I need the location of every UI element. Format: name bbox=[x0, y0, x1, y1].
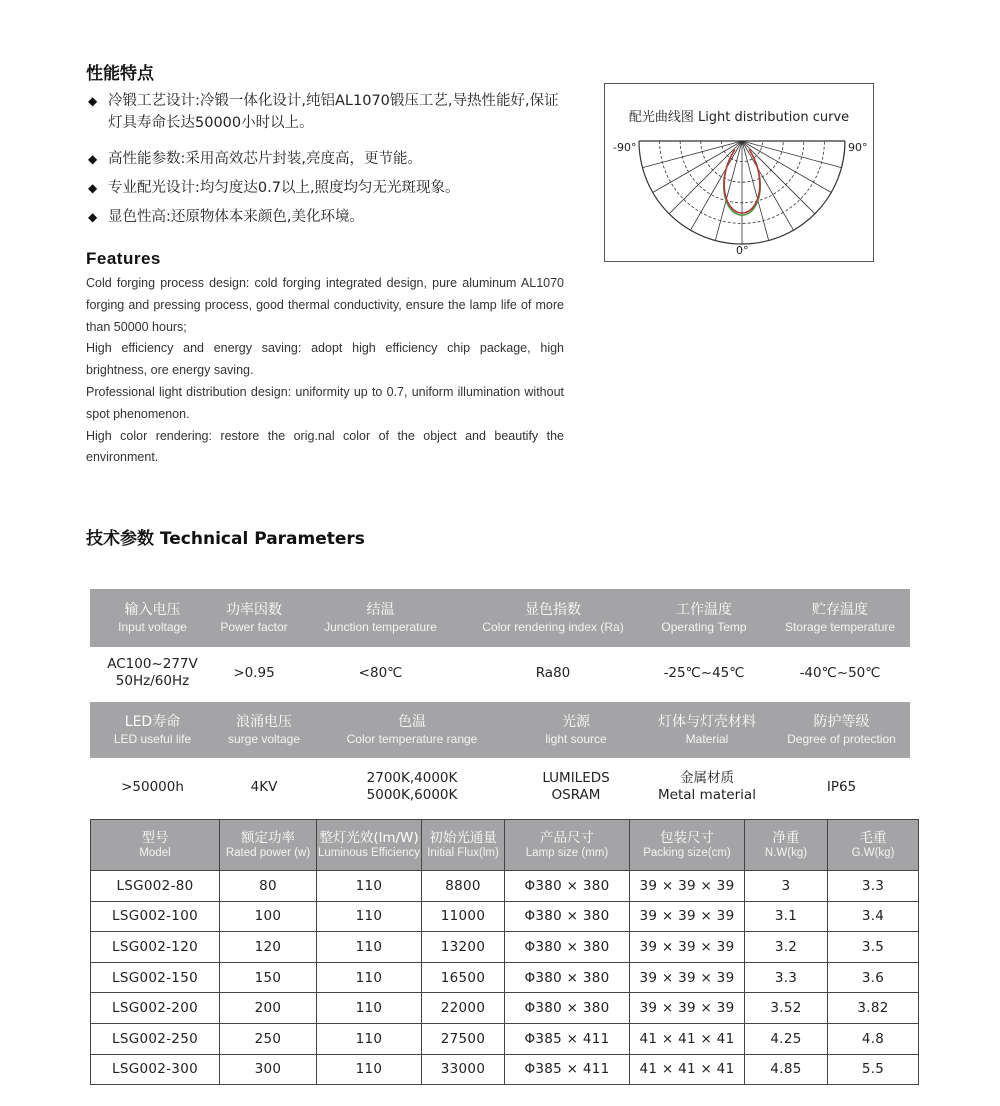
flux-cell: 16500 bbox=[422, 962, 505, 993]
table-value-row bbox=[90, 758, 910, 816]
header-cn: 型号 bbox=[141, 829, 169, 846]
rated-power-cell: 80 bbox=[220, 871, 317, 902]
value-cell bbox=[638, 647, 770, 699]
packing-size-cell: 39 × 39 × 39 bbox=[630, 932, 745, 963]
header-en: Packing size(cm) bbox=[643, 846, 731, 859]
features-cn-item bbox=[86, 90, 566, 134]
diamond-bullet-icon: ◆ bbox=[88, 94, 98, 108]
value-cell bbox=[215, 758, 313, 816]
header-cn: 结温 bbox=[366, 602, 395, 618]
value-cell bbox=[773, 758, 910, 816]
features-cn-item bbox=[86, 206, 566, 228]
rated-power-cell: 120 bbox=[220, 932, 317, 963]
header-cell bbox=[770, 589, 910, 647]
header-cell bbox=[90, 589, 215, 647]
lamp-size-cell: Φ380 × 380 bbox=[505, 962, 630, 993]
table-header-row bbox=[90, 702, 910, 758]
value-line: >0.95 bbox=[233, 664, 275, 681]
efficiency-cell: 110 bbox=[317, 932, 422, 963]
header-en: Storage temperature bbox=[784, 620, 896, 634]
header-en: Power factor bbox=[220, 620, 288, 634]
flux-cell: 27500 bbox=[422, 1023, 505, 1054]
header-en: light source bbox=[545, 732, 607, 746]
gross-weight-cell: 3.5 bbox=[828, 932, 919, 963]
header-cn: 功率因数 bbox=[226, 602, 282, 618]
flux-cell: 11000 bbox=[422, 901, 505, 932]
header-en: LED useful life bbox=[113, 732, 192, 746]
header-en: Color rendering index (Ra) bbox=[482, 620, 624, 634]
header-cn: 光源 bbox=[562, 714, 590, 730]
light-params-table bbox=[90, 702, 910, 816]
rated-power-cell: 150 bbox=[220, 962, 317, 993]
flux-cell: 8800 bbox=[422, 871, 505, 902]
rated-power-cell: 300 bbox=[220, 1054, 317, 1085]
features-cn-item bbox=[86, 177, 566, 199]
model-spec-table bbox=[90, 819, 919, 1085]
header-en: Initial Flux(lm) bbox=[427, 846, 499, 859]
features-cn-title: 性能特点 bbox=[86, 64, 154, 84]
features-en-paragraph: Professional light distribution design: uniformity up to 0.7, uniform illumination without spot phenomenon. bbox=[86, 384, 564, 421]
right-angle-label: 90° bbox=[848, 141, 868, 154]
model-cell: LSG002-250 bbox=[91, 1023, 220, 1054]
value-cell bbox=[313, 758, 511, 816]
header-en: Rated power (w) bbox=[225, 846, 311, 859]
rated-power-cell: 200 bbox=[220, 993, 317, 1024]
net-weight-cell: 3.2 bbox=[745, 932, 828, 963]
bottom-angle-label: 0° bbox=[736, 244, 749, 257]
header-cell bbox=[317, 820, 422, 871]
diamond-bullet-icon: ◆ bbox=[88, 210, 98, 224]
header-cn: 显色指数 bbox=[525, 602, 581, 618]
header-cell bbox=[313, 702, 511, 758]
header-cn: 产品尺寸 bbox=[540, 829, 594, 846]
value-cell bbox=[215, 647, 293, 699]
value-cell bbox=[90, 647, 215, 699]
value-line: -25℃~45℃ bbox=[663, 664, 745, 681]
header-cell bbox=[511, 702, 641, 758]
value-line: Ra80 bbox=[535, 664, 571, 681]
gross-weight-cell: 3.3 bbox=[828, 871, 919, 902]
value-line: >50000h bbox=[121, 778, 184, 795]
light-distribution-panel bbox=[604, 83, 874, 262]
lamp-size-cell: Φ380 × 380 bbox=[505, 993, 630, 1024]
model-cell: LSG002-120 bbox=[91, 932, 220, 963]
efficiency-cell: 110 bbox=[317, 1054, 422, 1085]
net-weight-cell: 3 bbox=[745, 871, 828, 902]
net-weight-cell: 3.3 bbox=[745, 962, 828, 993]
gross-weight-cell: 3.4 bbox=[828, 901, 919, 932]
packing-size-cell: 39 × 39 × 39 bbox=[630, 871, 745, 902]
table-row bbox=[91, 871, 919, 902]
header-en: N.W(kg) bbox=[764, 846, 808, 859]
lamp-size-cell: Φ385 × 411 bbox=[505, 1054, 630, 1085]
header-en: Lamp size (mm) bbox=[525, 846, 609, 859]
value-cell bbox=[468, 647, 638, 699]
polar-grid bbox=[639, 141, 845, 244]
net-weight-cell: 4.85 bbox=[745, 1054, 828, 1085]
header-cell bbox=[745, 820, 828, 871]
value-line: 2700K,4000K bbox=[366, 770, 458, 786]
features-en-paragraph: High efficiency and energy saving: adopt high efficiency chip package, high brightness, ore energy saving. bbox=[86, 341, 564, 378]
header-cell bbox=[630, 820, 745, 871]
model-cell: LSG002-100 bbox=[91, 901, 220, 932]
features-en-title: Features bbox=[86, 249, 161, 268]
features-en-body bbox=[86, 273, 564, 469]
tech-params-title: 技术参数 Technical Parameters bbox=[86, 529, 365, 549]
polar-spoke bbox=[653, 141, 742, 193]
table-header-row bbox=[91, 820, 919, 871]
lamp-size-cell: Φ380 × 380 bbox=[505, 871, 630, 902]
value-line: <80℃ bbox=[358, 664, 403, 681]
header-en: Luminous Efficiency bbox=[317, 846, 421, 859]
polar-spoke bbox=[742, 141, 794, 230]
header-cn: 额定功率 bbox=[241, 829, 295, 846]
features-en-paragraph: Cold forging process design: cold forging integrated design, pure aluminum AL1070 forging and pressing process, good thermal conductivity, ensure the lamp life of more than 50000 hours; bbox=[86, 276, 564, 334]
lamp-size-cell: Φ380 × 380 bbox=[505, 932, 630, 963]
header-cn: 净重 bbox=[772, 829, 800, 846]
header-en: Model bbox=[139, 846, 171, 859]
header-cell bbox=[505, 820, 630, 871]
flux-cell: 13200 bbox=[422, 932, 505, 963]
flux-cell: 33000 bbox=[422, 1054, 505, 1085]
value-line: IP65 bbox=[826, 778, 857, 795]
diamond-bullet-icon: ◆ bbox=[88, 181, 98, 195]
value-line: AC100~277V bbox=[107, 656, 198, 672]
features-en-paragraph: High color rendering: restore the orig.nal color of the object and beautify the environment. bbox=[86, 428, 564, 465]
table-row bbox=[91, 962, 919, 993]
net-weight-cell: 3.52 bbox=[745, 993, 828, 1024]
lamp-size-cell: Φ380 × 380 bbox=[505, 901, 630, 932]
table-row bbox=[91, 901, 919, 932]
table-row bbox=[91, 993, 919, 1024]
lamp-size-cell: Φ385 × 411 bbox=[505, 1023, 630, 1054]
electrical-params-table bbox=[90, 589, 910, 699]
header-cn: 色温 bbox=[398, 714, 426, 730]
table-row bbox=[91, 932, 919, 963]
net-weight-cell: 3.1 bbox=[745, 901, 828, 932]
header-cell bbox=[215, 589, 293, 647]
value-line: OSRAM bbox=[551, 787, 601, 803]
gross-weight-cell: 4.8 bbox=[828, 1023, 919, 1054]
light-curve-title: 配光曲线图 Light distribution curve bbox=[628, 110, 850, 125]
table-value-row bbox=[90, 647, 910, 699]
value-line: -40℃~50℃ bbox=[799, 664, 881, 681]
efficiency-cell: 110 bbox=[317, 901, 422, 932]
value-line: Metal material bbox=[658, 787, 756, 803]
polar-spoke bbox=[742, 141, 815, 214]
header-cell bbox=[220, 820, 317, 871]
gross-weight-cell: 3.82 bbox=[828, 993, 919, 1024]
packing-size-cell: 41 × 41 × 41 bbox=[630, 1054, 745, 1085]
packing-size-cell: 39 × 39 × 39 bbox=[630, 993, 745, 1024]
packing-size-cell: 39 × 39 × 39 bbox=[630, 901, 745, 932]
packing-size-cell: 41 × 41 × 41 bbox=[630, 1023, 745, 1054]
header-cell bbox=[91, 820, 220, 871]
header-cell bbox=[215, 702, 313, 758]
table-header-row bbox=[90, 589, 910, 647]
features-cn-item bbox=[86, 148, 566, 170]
header-en: Material bbox=[685, 732, 729, 746]
value-cell bbox=[511, 758, 641, 816]
header-cn: LED寿命 bbox=[124, 714, 181, 730]
efficiency-cell: 110 bbox=[317, 962, 422, 993]
header-en: Operating Temp bbox=[661, 620, 747, 634]
header-cell bbox=[422, 820, 505, 871]
header-cell bbox=[828, 820, 919, 871]
header-cn: 防护等级 bbox=[813, 714, 870, 730]
value-cell bbox=[770, 647, 910, 699]
polar-spoke bbox=[669, 141, 742, 214]
value-cell bbox=[293, 647, 468, 699]
efficiency-cell: 110 bbox=[317, 871, 422, 902]
table-row bbox=[91, 1023, 919, 1054]
model-cell: LSG002-150 bbox=[91, 962, 220, 993]
header-en: surge voltage bbox=[227, 732, 301, 746]
features-cn-text: 显色性高:还原物体本来颜色,美化环境。 bbox=[108, 209, 364, 225]
diamond-bullet-icon: ◆ bbox=[88, 152, 98, 166]
header-cell bbox=[641, 702, 773, 758]
header-cell bbox=[638, 589, 770, 647]
polar-spoke bbox=[742, 141, 769, 240]
header-cn: 输入电压 bbox=[124, 602, 181, 618]
header-cn: 贮存温度 bbox=[812, 602, 868, 618]
polar-spoke bbox=[691, 141, 743, 230]
value-line: 5000K,6000K bbox=[366, 787, 458, 803]
left-angle-label: -90° bbox=[613, 141, 637, 154]
header-en: G.W(kg) bbox=[851, 846, 895, 859]
features-cn-list bbox=[86, 90, 566, 235]
efficiency-cell: 110 bbox=[317, 993, 422, 1024]
value-line: 4KV bbox=[250, 778, 278, 795]
value-line: LUMILEDS bbox=[542, 770, 610, 786]
efficiency-cell: 110 bbox=[317, 1023, 422, 1054]
header-cell bbox=[773, 702, 910, 758]
header-en: Junction temperature bbox=[324, 620, 437, 634]
gross-weight-cell: 5.5 bbox=[828, 1054, 919, 1085]
header-en: Degree of protection bbox=[787, 732, 896, 746]
packing-size-cell: 39 × 39 × 39 bbox=[630, 962, 745, 993]
model-cell: LSG002-300 bbox=[91, 1054, 220, 1085]
light-distribution-diagram bbox=[605, 84, 875, 263]
features-cn-text: 专业配光设计:均匀度达0.7以上,照度均匀无光斑现象。 bbox=[108, 180, 460, 196]
features-cn-text: 高性能参数:采用高效芯片封装,亮度高，更节能。 bbox=[108, 151, 422, 167]
header-cell bbox=[90, 702, 215, 758]
polar-spoke bbox=[715, 141, 742, 240]
header-en: Color temperature range bbox=[346, 732, 478, 746]
header-en: Input voltage bbox=[118, 620, 187, 634]
header-cn: 初始光通量 bbox=[429, 829, 497, 846]
table-row bbox=[91, 1054, 919, 1085]
header-cn: 整灯光效(lm/W) bbox=[319, 829, 419, 846]
header-cn: 浪涌电压 bbox=[236, 714, 292, 730]
features-cn-text: 冷锻工艺设计:冷锻一体化设计,纯铝AL1070锻压工艺,导热性能好,保证灯具寿命长达50000小时以上。 bbox=[108, 93, 559, 131]
header-cell bbox=[468, 589, 638, 647]
flux-cell: 22000 bbox=[422, 993, 505, 1024]
header-cn: 毛重 bbox=[859, 829, 887, 846]
rated-power-cell: 250 bbox=[220, 1023, 317, 1054]
value-line: 金属材质 bbox=[680, 770, 734, 786]
rated-power-cell: 100 bbox=[220, 901, 317, 932]
value-cell bbox=[641, 758, 773, 816]
model-cell: LSG002-200 bbox=[91, 993, 220, 1024]
gross-weight-cell: 3.6 bbox=[828, 962, 919, 993]
model-cell: LSG002-80 bbox=[91, 871, 220, 902]
header-cn: 灯体与灯壳材料 bbox=[658, 714, 756, 730]
value-line: 50Hz/60Hz bbox=[115, 673, 190, 689]
net-weight-cell: 4.25 bbox=[745, 1023, 828, 1054]
header-cell bbox=[293, 589, 468, 647]
header-cn: 包装尺寸 bbox=[660, 829, 714, 846]
header-cn: 工作温度 bbox=[676, 602, 732, 618]
value-cell bbox=[90, 758, 215, 816]
polar-spoke bbox=[742, 141, 831, 193]
